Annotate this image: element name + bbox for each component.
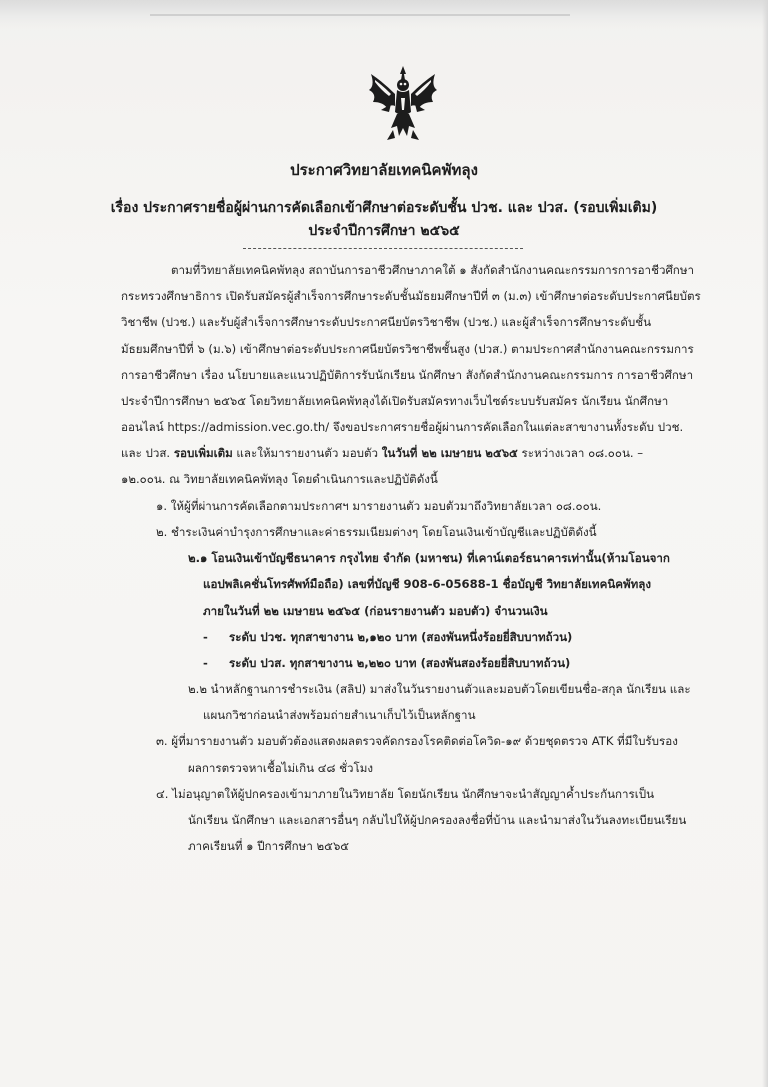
document-title: ประกาศวิทยาลัยเทคนิคพัทลุง [290,161,478,179]
fee-row-pvc [203,629,572,645]
fee-row-pvs [203,655,570,671]
item-2-1-line-2: แอปพลิเคชั่นโทรศัพท์มือถือ) เลขที่บัญชี 908-6-05688-1 ชื่อบัญชี วิทยาลัยเทคนิคพัทลุง [203,577,652,591]
intro-line-5: การอาชีวศึกษา เรื่อง นโยบายและแนวปฏิบัติการรับนักเรียน นักศึกษา สังกัดสำนักงานคณะกรรมการ การอาชีวศึกษา [121,368,694,382]
title-divider [243,248,523,249]
intro-line-9: ๑๒.๐๐น. ณ วิทยาลัยเทคนิคพัทลุง โดยดำเนินการและปฏิบัติดังนี้ [121,472,438,486]
round-extra-label: รอบเพิ่มเติม [173,446,233,460]
item-2-1-line-3: ภายในวันที่ ๒๒ เมษายน ๒๕๖๕ (ก่อนรายงานตัว มอบตัว) จำนวนเงิน [203,604,548,618]
item-4-line-3: ภาคเรียนที่ ๑ ปีการศึกษา ๒๕๖๕ [188,839,350,853]
intro-line-1: ตามที่วิทยาลัยเทคนิคพัทลุง สถาบันการอาชีวศึกษาภาคใต้ ๑ สังกัดสำนักงานคณะกรรมการการอาชีวศึกษา [171,263,694,277]
intro-line-3: วิชาชีพ (ปวช.) และรับผู้สำเร็จการศึกษาระดับประกาศนียบัตรวิชาชีพ (ปวช.) และผู้สำเร็จการศึกษาระดับชั้น [121,315,651,329]
intro-line-4: มัธยมศึกษาปีที่ ๖ (ม.๖) เข้าศึกษาต่อระดับประกาศนียบัตรวิชาชีพชั้นสูง (ปวส.) ตามประกาศสำนักงานคณะกรรมการ [121,342,694,356]
item-2-1-line-1: ๒.๑ โอนเงินเข้าบัญชีธนาคาร กรุงไทย จำกัด (มหาชน) ที่เคาน์เตอร์ธนาคารเท่านั้น(ห้ามโอนจาก [188,551,670,565]
item-4-line-1: ๔. ไม่อนุญาตให้ผู้ปกครองเข้ามาภายในวิทยาลัย โดยนักเรียน นักศึกษาจะนำสัญญาค้ำประกันการเป็น [156,787,655,801]
scan-artifact-line [150,14,570,16]
intro-8-part-e: ระหว่างเวลา ๐๘.๐๐น. – [517,446,644,460]
document-subject: เรื่อง ประกาศรายชื่อผู้ผ่านการคัดเลือกเข้าศึกษาต่อระดับชั้น ปวช. และ ปวส. (รอบเพิ่มเติม) [110,200,658,216]
intro-8-part-a: และ ปวส. [121,446,174,460]
fee-dash: - [203,656,208,670]
fee-pvc: ระดับ ปวช. ทุกสาขางาน ๒,๑๒๐ บาท (สองพันหนึ่งร้อยยี่สิบบาทถ้วน) [229,630,573,644]
intro-line-8 [121,445,643,461]
item-3-line-2: ผลการตรวจหาเชื้อไม่เกิน ๔๘ ชั่วโมง [188,761,374,775]
intro-8-part-c: และให้มารายงานตัว มอบตัว [232,446,382,460]
item-4-line-2: นักเรียน นักศึกษา และเอกสารอื่นๆ กลับไปให้ผู้ปกครองลงชื่อที่บ้าน และนำมาส่งในวันลงทะเบียนเรียน [188,813,687,827]
intro-line-2: กระทรวงศึกษาธิการ เปิดรับสมัครผู้สำเร็จการศึกษาระดับชั้นมัธยมศึกษาปีที่ ๓ (ม.๓) เข้าศึกษาต่อระดับประกาศนียบัตร [121,289,701,303]
item-1: ๑. ให้ผู้ที่ผ่านการคัดเลือกตามประกาศฯ มารายงานตัว มอบตัวมาถึงวิทยาลัยเวลา ๐๘.๐๐น. [156,499,602,513]
intro-line-7: ออนไลน์ https://admission.vec.go.th/ จึงขอประกาศรายชื่อผู้ผ่านการคัดเลือกในแต่ละสาขางานทั้งระดับ ปวช. [121,420,684,434]
item-2-2-line-2: แผนกวิชาก่อนนำส่งพร้อมถ่ายสำเนาเก็บไว้เป็นหลักฐาน [203,708,476,722]
garuda-emblem-icon [361,64,445,144]
report-date: ในวันที่ ๒๒ เมษายน ๒๕๖๕ [381,446,518,460]
item-2: ๒. ชำระเงินค่าบำรุงการศึกษาและค่าธรรมเนียมต่างๆ โดยโอนเงินเข้าบัญชีและปฏิบัติดังนี้ [156,525,597,539]
item-3-line-1: ๓. ผู้ที่มารายงานตัว มอบตัวต้องแสดงผลตรวจคัดกรองโรคติดต่อโควิด-๑๙ ด้วยชุดตรวจ ATK ที่มีใบรับรอง [156,734,678,748]
fee-pvs: ระดับ ปวส. ทุกสาขางาน ๒,๒๒๐ บาท (สองพันสองร้อยยี่สิบบาทถ้วน) [229,656,571,670]
academic-year: ประจำปีการศึกษา ๒๕๖๕ [308,223,460,239]
fee-dash: - [203,630,208,644]
item-2-2-line-1: ๒.๒ นำหลักฐานการชำระเงิน (สลิป) มาส่งในวันรายงานตัวและมอบตัวโดยเขียนชื่อ-สกุล นักเรียน และ [188,682,691,696]
intro-line-6: ประจำปีการศึกษา ๒๕๖๕ โดยวิทยาลัยเทคนิคพัทลุงได้เปิดรับสมัครทางเว็บไซต์ระบบรับสมัคร นักเรียน นักศึกษา [121,394,669,408]
